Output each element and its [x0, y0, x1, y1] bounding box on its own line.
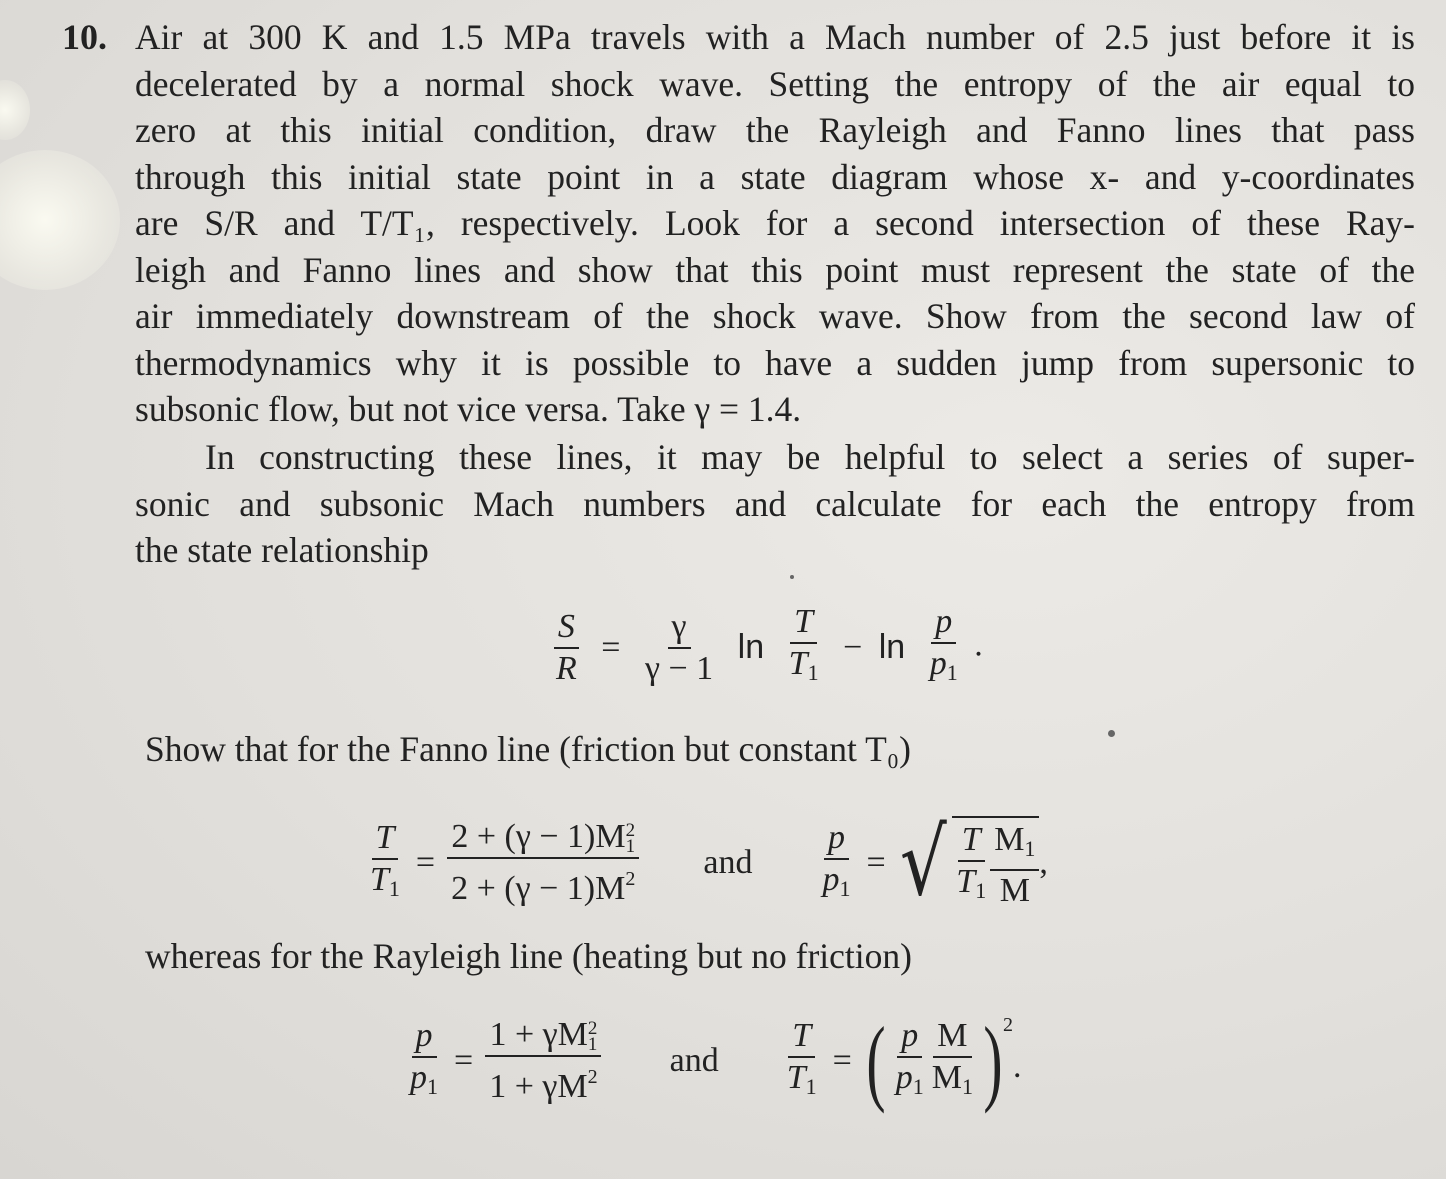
- text-line: are S/R and T/T₁, respectively. Look for a second intersection of these Ray-: [135, 203, 1415, 243]
- text-line: thermodynamics why it is possible to have a sudden jump from supersonic to: [135, 342, 1415, 383]
- superscript: 2: [1003, 1014, 1013, 1036]
- fraction-p-ratio: [892, 1016, 928, 1107]
- problem-paragraph-1: [135, 14, 1415, 433]
- numerator: T: [790, 602, 817, 644]
- problem-paragraph-2: [135, 434, 1415, 574]
- ln-operator: ln: [878, 628, 906, 666]
- superscript: 2: [625, 820, 636, 842]
- subscript: 1: [975, 877, 987, 903]
- superscript: 2: [625, 868, 636, 890]
- fanno-intro: Show that for the Fanno line (friction but constant T₀): [145, 729, 911, 769]
- denominator: T: [956, 862, 976, 900]
- fraction-p-ratio: [818, 818, 854, 909]
- and-word: and: [669, 1042, 719, 1079]
- numerator: T: [788, 1016, 815, 1058]
- text-line: In constructing these lines, it may be helpful to select a series of super-: [205, 437, 1415, 477]
- ln-operator: ln: [737, 628, 765, 666]
- text-line: through this initial state point in a state diagram whose x- and y-coordinates: [135, 156, 1415, 197]
- superscript: 2: [587, 1018, 598, 1040]
- text-line: subsonic flow, but not vice versa. Take γ = 1.4.: [135, 389, 802, 429]
- numerator: p: [824, 818, 849, 860]
- and-word: and: [703, 844, 753, 881]
- numerator: T: [372, 818, 399, 860]
- fraction-p-ratio: [406, 1016, 442, 1107]
- denominator: 1 + γM: [489, 1068, 588, 1105]
- fraction-t-ratio: [785, 602, 823, 693]
- denominator: 2 + (γ − 1)M: [451, 870, 626, 907]
- denominator: T: [786, 1058, 806, 1096]
- text-line: zero at this initial condition, draw the Rayleigh and Fanno lines that pass: [135, 110, 1415, 150]
- subscript: 1: [807, 660, 819, 685]
- fraction-mach-ratio: [928, 1016, 977, 1107]
- fraction-t-ratio: [366, 818, 404, 909]
- denominator: p: [410, 1058, 427, 1096]
- superscript: 2: [587, 1066, 598, 1088]
- denominator: γ − 1: [644, 649, 714, 687]
- left-paren: (: [866, 1007, 886, 1114]
- fraction-rayleigh-rhs: [485, 1015, 601, 1107]
- problem-number: 10.: [62, 17, 107, 57]
- denominator: R: [556, 649, 577, 687]
- subscript: 1: [912, 1073, 924, 1099]
- fraction-s-over-r: [552, 607, 581, 689]
- fraction-fanno-rhs: [447, 817, 639, 909]
- comma: ,: [1039, 844, 1048, 881]
- denominator: p: [895, 1058, 913, 1096]
- rayleigh-equation: $\frac{p}{p_1}$ = 1 + γM 2 1 $1 + \gamma M^2$ and $\frac{T}{T_1}$ = ( $\frac{p}{p_1}$ $\frac{M}{M_1}$ ) 2 .: [402, 1006, 1022, 1116]
- denominator: M: [999, 871, 1030, 909]
- square-root: √ $\frac{T}{T_1}$ $\frac{M_1}{M}$: [894, 816, 1040, 911]
- period: .: [974, 626, 983, 664]
- subscript: 1: [625, 836, 636, 858]
- subscript: 1: [946, 660, 958, 685]
- light-glare: [0, 150, 120, 290]
- numerator: p: [931, 602, 956, 644]
- denominator: T: [788, 645, 808, 682]
- subscript: 1: [839, 875, 851, 901]
- fanno-equation: $\frac{T}{T_1}$ = 2 + (γ − 1)M 2 1 $2 + (\gamma - 1)M^2$ and $\frac{p}{p_1}$ = √ $\frac{T}{T_1}$ $\frac{M_1}{M}$ ,: [362, 808, 1048, 918]
- minus-sign: −: [843, 628, 863, 666]
- subscript: 1: [587, 1034, 598, 1056]
- numerator: 1 + γM: [489, 1016, 588, 1053]
- fraction-t-ratio: [783, 1016, 821, 1107]
- right-paren: ): [983, 1007, 1003, 1114]
- text-line: leigh and Fanno lines and show that this point must represent the state of the: [135, 249, 1415, 290]
- subscript: 1: [427, 1073, 438, 1099]
- subscript: 1: [962, 1073, 974, 1099]
- numerator: T: [958, 820, 985, 862]
- numerator: S: [554, 607, 579, 649]
- denominator: p: [822, 860, 840, 898]
- numerator: M: [994, 820, 1025, 858]
- subscript: 1: [1024, 835, 1036, 861]
- speck: [1108, 730, 1115, 737]
- fraction-p-ratio: [926, 602, 962, 693]
- speck: [790, 575, 794, 579]
- subscript: 1: [388, 875, 400, 901]
- fraction-gamma: [641, 607, 717, 689]
- denominator: p: [929, 645, 947, 682]
- text-line: the state relationship: [135, 530, 429, 570]
- text-line: air immediately downstream of the shock wave. Show from the second law of: [135, 296, 1415, 336]
- text-line: Air at 300 K and 1.5 MPa travels with a Mach number of 2.5 just before it is: [135, 17, 1415, 57]
- numerator: γ: [668, 607, 691, 649]
- denominator: M: [931, 1058, 963, 1096]
- period: .: [1013, 1048, 1022, 1085]
- numerator: M: [933, 1016, 971, 1058]
- text-line: decelerated by a normal shock wave. Setting the entropy of the air equal to: [135, 63, 1415, 104]
- fraction-t-ratio: [952, 820, 990, 911]
- numerator: p: [412, 1016, 437, 1058]
- numerator: 2 + (γ − 1)M: [451, 818, 626, 855]
- entropy-equation: $\frac{S}{R}$ = $\frac{\gamma}{\gamma - 1}$ ln $\frac{T}{T_1}$ − ln $\frac{p}{p_1}$ .: [548, 602, 983, 693]
- fraction-mach-ratio: [990, 820, 1039, 911]
- rayleigh-intro: whereas for the Rayleigh line (heating but no friction): [145, 936, 912, 976]
- light-glare-small: [0, 80, 30, 140]
- numerator: p: [897, 1016, 922, 1058]
- text-line: sonic and subsonic Mach numbers and calculate for each the entropy from: [135, 483, 1415, 524]
- subscript: 1: [805, 1073, 817, 1099]
- denominator: T: [370, 860, 389, 898]
